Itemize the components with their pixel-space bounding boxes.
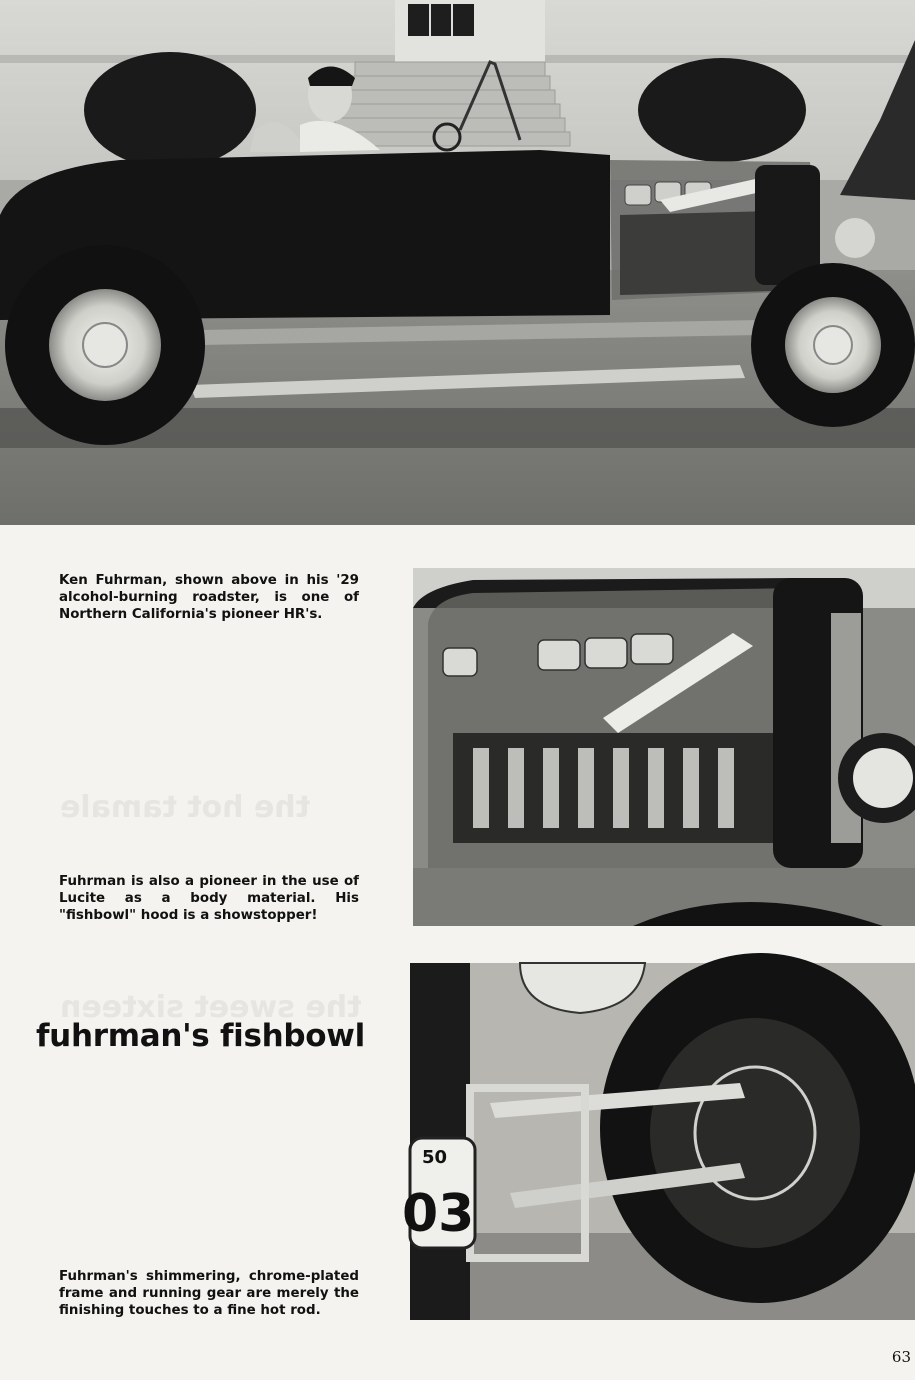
license-plate-number: 03	[402, 1184, 475, 1244]
roadster-photo	[0, 0, 915, 525]
running-gear-photo	[402, 963, 915, 1320]
show-through-text: the hot tamale	[60, 790, 310, 825]
caption-running-gear: Fuhrman's shimmering, chrome-plated frame and running gear are merely the finishing touches to a fine hot rod.	[59, 1269, 359, 1318]
roadster-photo-graphic	[0, 0, 915, 525]
engine-photo	[413, 568, 915, 926]
caption-roadster: Ken Fuhrman, shown above in his '29 alcohol-burning roadster, is one of Northern California's pioneer HR's.	[59, 573, 359, 622]
engine-photo-graphic	[413, 568, 915, 926]
article-headline: fuhrman's fishbowl	[36, 1018, 365, 1054]
license-plate-year: 50	[422, 1147, 448, 1168]
page-number: 63	[891, 1348, 911, 1366]
caption-fishbowl-hood: Fuhrman is also a pioneer in the use of Lucite as a body material. His "fishbowl" hood is a showstopper!	[59, 874, 359, 923]
running-gear-photo-graphic	[402, 963, 915, 1320]
show-through-text: the sweet sixteen	[60, 990, 362, 1025]
